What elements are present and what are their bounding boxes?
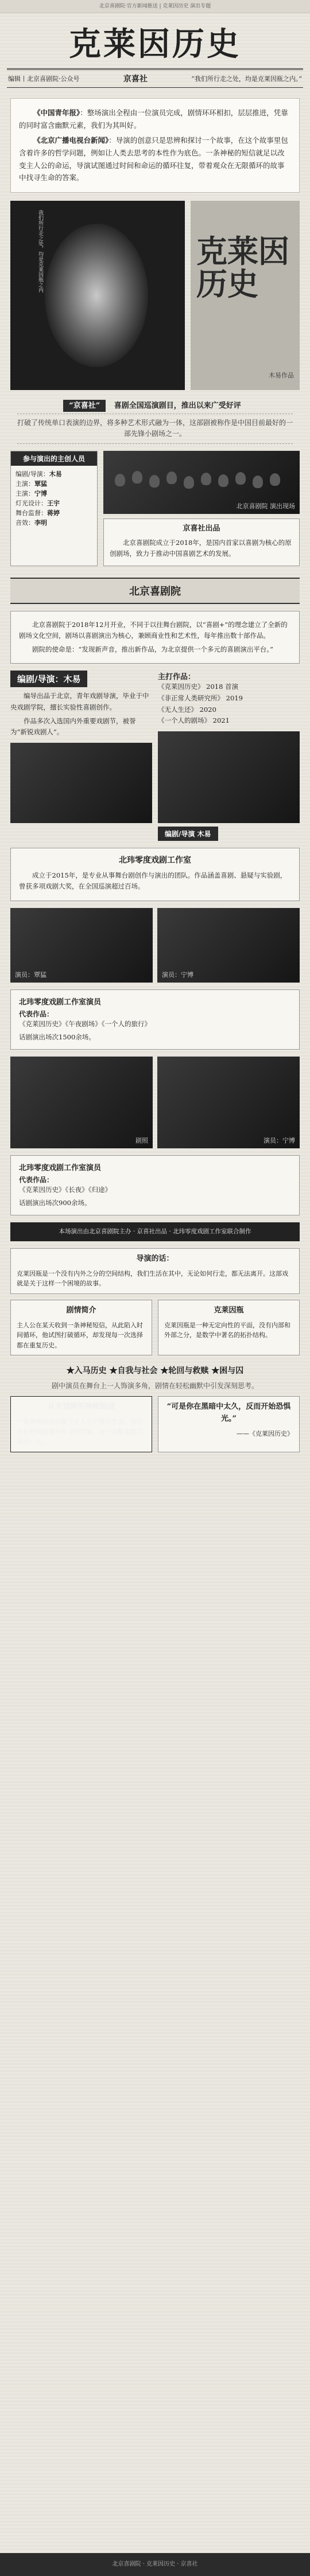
director-note-title: 导演的话： — [136, 1254, 174, 1263]
gallery-2 — [10, 1057, 300, 1148]
work-item: 《非正常人类研究所》 2019 — [158, 694, 243, 702]
gallery-photo: 剧照 — [10, 1057, 153, 1148]
studio-title: 北玮零度戏剧工作室 — [119, 855, 191, 865]
director-work-photo — [158, 731, 300, 823]
crowd-caption: 北京喜剧院 演出现场 — [236, 502, 295, 510]
info-left-title: 剧情简介 — [66, 1305, 96, 1315]
crew-item: 舞台监督：蒋婷 — [16, 509, 60, 517]
masthead-left: 编辑丨北京喜剧院·公众号 — [8, 75, 80, 83]
director-works — [158, 671, 300, 840]
director-note — [10, 1248, 300, 1294]
poster-glow — [45, 224, 148, 367]
rep2-works: 《克莱因历史》《长夜》《归途》 — [19, 1185, 111, 1194]
director-photo — [10, 743, 152, 823]
cast-heading: 参与演出的主创人员 — [11, 451, 97, 466]
cast-title-block — [103, 519, 300, 566]
poster-main — [10, 201, 185, 390]
gallery-photo: 演员：宁博 — [157, 908, 300, 983]
quote-item: 《中国青年报》：整场演出全程由一位演员完成，剧情环环相扣，层层推进，凭靠的同时富含幽默元素，我们为其叫好。 — [19, 108, 288, 130]
works-list — [158, 681, 300, 726]
final-left-text: 一条神秘短信打破了主人公平静的生活，他开始在时间的循环中寻找答案，每一次醒来都回到同一天。 — [17, 1418, 143, 1446]
info-right-title: 克莱因瓶 — [214, 1305, 244, 1315]
rep1-works: 《克莱因历史》《午夜剧场》《一个人的旅行》 — [19, 1019, 151, 1028]
crew-list — [11, 466, 97, 531]
director-caption: 编剧/导演 木易 — [158, 827, 218, 841]
final-quote: “可是你在黑暗中太久，反而开始恐惧光。” — [166, 1402, 291, 1424]
cast-title: 京喜社出品 — [183, 524, 220, 533]
masthead-center: 京喜社 — [123, 75, 148, 84]
masthead — [0, 13, 310, 90]
quote-item: 《北京广播电视台新闻》：导演的创意只是思辨和探讨一个故事，在这个故事里包含着许多的哲学问题，例如让人类去思考的本性作为底色。一条神秘的短信就足以改变主人公的命运，导演试图通过时间和命运的循环往复，带着观众在无限循环的故事中找寻生命的答案。 — [19, 135, 288, 182]
tagline-sub: 剧中演员在舞台上一人饰演多角，剧情在轻松幽默中引发深刻思考。 — [51, 1382, 258, 1390]
info-row — [10, 1300, 300, 1356]
theater-text — [10, 611, 300, 664]
crew-item: 编剧/导演：木易 — [16, 470, 62, 478]
final-row — [10, 1396, 300, 1452]
crowd-photo — [103, 451, 300, 514]
works-heading: 主打作品： — [158, 673, 196, 682]
praise-text: 喜剧全国巡演剧目，推出以来广受好评 — [114, 402, 241, 411]
poster-side — [191, 201, 300, 390]
studio-card — [10, 848, 300, 901]
quote-text: 导演的创意只是思辨和探讨一个故事，在这个故事里包含着许多的哲学问题，例如让人类去思考的本性作为底色。一条神秘的短信就足以改变主人公的命运，导演试图通过时间和命运的循环往复，带着观众在无限循环的故事中找寻生命的答案。 — [19, 135, 288, 182]
theater-heading: 北京喜剧院 — [10, 578, 300, 604]
cast-row — [10, 451, 300, 566]
work-item: 《克莱因历史》 2018 首演 — [158, 683, 239, 691]
footer: 北京喜剧院 · 克莱因历史 · 京喜社 — [0, 2553, 310, 2576]
rep2-heading: 北玮零度戏剧工作室演员 — [19, 1163, 102, 1172]
top-strip: 北京喜剧院·官方新闻推送 | 克莱因历史 演出专题 — [0, 0, 310, 13]
masthead-right: “我们所行走之处，均是克莱因瓶之内。” — [191, 75, 302, 83]
page-title: 克莱因历史 — [69, 25, 241, 63]
rep2-card — [10, 1155, 300, 1215]
masthead-bar — [7, 68, 303, 88]
info-left — [10, 1300, 152, 1356]
theater-paragraph: 北京喜剧院于2018年12月开业，不同于以往舞台剧院，以“喜剧+”的理念建立了全新的剧场文化空间，剧场以喜剧演出为核心，兼顾商业性和艺术性，每年推出数十部作品。 — [19, 620, 288, 640]
rep1-label: 代表作品： — [19, 1010, 54, 1018]
work-item: 《一个人的剧场》 2021 — [158, 716, 230, 725]
director-row — [10, 671, 300, 840]
poster-big-title: 克莱因历史 — [196, 233, 289, 302]
final-left — [10, 1396, 152, 1452]
quote-source: 《中国青年报》 — [33, 108, 80, 117]
director-note-text: 克莱因瓶是一个没有内外之分的空间结构，我们生活在其中，无论如何行走，都无法离开。这部戏就是关于这样一个困境的故事。 — [17, 1269, 288, 1288]
rep2-label: 代表作品： — [19, 1175, 54, 1184]
theater-paragraph: 剧院的使命是：“发现新声音，推出新作品，为北京提供一个多元的喜剧演出平台。” — [32, 645, 274, 653]
work-item: 《无人生还》 2020 — [158, 705, 216, 714]
tagline: ★入马历史 ★自我与社会 ★轮回与救赎 ★困与囚 — [66, 1366, 244, 1376]
final-right — [158, 1396, 300, 1452]
poster-row — [10, 201, 300, 390]
crew-item: 音效：李明 — [16, 519, 47, 527]
rep1-heading: 北玮零度戏剧工作室演员 — [19, 997, 102, 1007]
theater-intro: 北京喜剧院成立于2018年，是国内首家以喜剧为核心的原创剧场，致力于推动中国喜剧艺术的发展。 — [110, 538, 292, 558]
praise-label: “京喜社” — [63, 400, 106, 412]
final-quote-source: ——《克莱因历史》 — [237, 1429, 293, 1437]
info-left-text: 主人公在某天收到一条神秘短信，从此陷入时间循环，他试图打破循环，却发现每一次选择都在重复历史。 — [17, 1321, 143, 1349]
gallery-photo: 演员：覃猛 — [10, 908, 153, 983]
director-bio — [10, 671, 152, 840]
director-note-row — [10, 1248, 300, 1294]
crew-item: 灯光设计：王宇 — [16, 499, 60, 507]
rep1-count: 话剧演出场次1500余场。 — [19, 1033, 95, 1042]
studio-text: 成立于2015年，是专业从事舞台剧创作与演出的团队。作品涵盖喜剧、悬疑与实验剧，曾获多项戏剧大奖，在全国巡演超过百场。 — [19, 871, 287, 891]
praise-title — [10, 399, 300, 410]
director-heading: 编剧/导演：木易 — [10, 671, 87, 687]
cast-card — [10, 451, 98, 566]
quote-source: 《北京广播电视台新闻》 — [33, 135, 109, 145]
quote-text: 整场演出全程由一位演员完成，剧情环环相扣，层层推进，凭靠的同时富含幽默元素，我们为其叫好。 — [19, 108, 288, 130]
poster-tag: 木易作品 — [269, 372, 294, 380]
crew-item: 主演：宁博 — [16, 489, 47, 497]
rep1-card — [10, 989, 300, 1050]
info-right-text: 克莱因瓶是一种无定向性的平面，没有内部和外部之分，是数学中著名的拓扑结构。 — [164, 1321, 290, 1339]
final-left-title: 从灭顶降的神秘短信 — [47, 1402, 115, 1412]
credits-banner: 本场演出由北京喜剧院主办 · 京喜社出品 · 北玮零度戏剧工作室联合制作 — [10, 1222, 300, 1241]
rep2-count: 话剧演出场次900余场。 — [19, 1199, 91, 1207]
crew-item: 主演：覃猛 — [16, 480, 47, 488]
info-right — [158, 1300, 300, 1356]
gallery-1 — [10, 908, 300, 983]
gallery-photo: 演员：宁博 — [157, 1057, 300, 1148]
intro-quotes — [10, 98, 300, 193]
praise-sub: 打破了传统单口表演的边界，将多种艺术形式融为一体，这部剧被称作是中国目前最好的一部先锋小剧场之一。 — [17, 414, 293, 443]
poster-side-text: 我们所行走之处，均是克莱因瓶之内 — [37, 210, 43, 293]
director-bio-text: 编导出品于北京，青年戏剧导演，毕业于中央戏剧学院，擅长实验性喜剧创作。 作品多次入选国内外重要戏剧节，被誉为“新锐戏剧人”。 — [10, 692, 149, 736]
cast-photos — [103, 451, 300, 566]
